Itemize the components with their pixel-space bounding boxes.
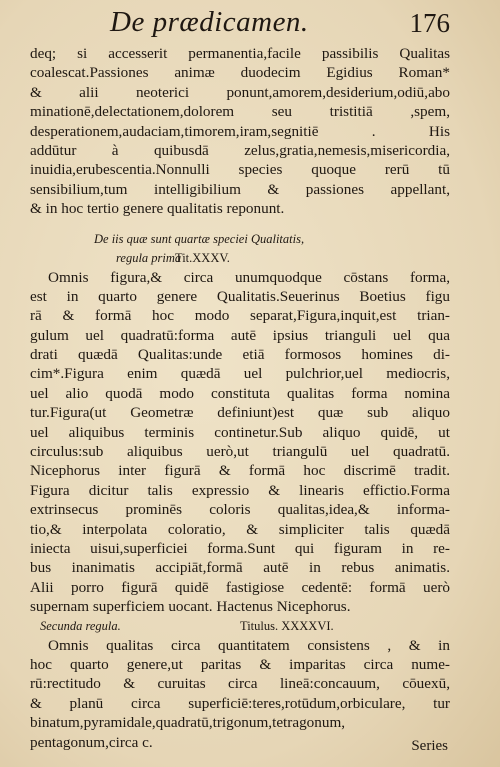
text-line: addūtur à quibusdā zelus,gratia,nemesis,misericordia, [30, 141, 450, 159]
text-line: tio,& interpolata coloratio, & simpliciter talis quædā [30, 520, 450, 538]
text-line: drati quædā Qualitas:unde etiā formosos homines di- [30, 346, 450, 364]
text-line: & planū circa superficiē:teres,rotūdum,orbiculare, tur [30, 694, 450, 712]
title-number: Tit.XXXV. [175, 250, 230, 265]
text-line: supernam superficiem uocant. Hactenus Nicephorus. [30, 598, 351, 616]
text-line: Figura dicitur talis expressio & linearis effictio.Forma [30, 481, 450, 499]
text-line: tur.Figura(ut Geometræ definiunt)est quæ sub aliquo [30, 404, 450, 422]
text-line: gulum uel quadratū:forma autē ipsius trianguli uel qua [30, 326, 450, 344]
rule-heading-prima [30, 249, 450, 268]
title-number: Titulus. XXXXVI. [240, 618, 334, 633]
text-line: Omnis figura,& circa unumquodque cōstans forma, [48, 268, 450, 286]
text-line: minationē,delectationem,dolorem seu tristitiā ,spem, [30, 103, 450, 121]
catchword: Series [411, 738, 448, 754]
text-line: circulus:sub aliquibus uerò,ut triangulū uel quadratū. [30, 443, 450, 461]
text-line: bus inanimatis accipiāt,formā autē in rebus animatis. [30, 559, 450, 577]
page-number: 176 [409, 8, 450, 38]
paragraph-passions [30, 44, 450, 219]
rule-label: regula prima [116, 250, 182, 265]
text-line: cim*.Figura enim quædā uel pulchrior,uel mediocris, [30, 365, 450, 383]
text-line: uel alio quodā modo constituta qualitas forma nomina [30, 384, 450, 402]
text-line: sensibilium,tum intelligibilium & passiones appellant, [30, 180, 450, 198]
section-heading-quarta-species: De iis quæ sunt quartæ speciei Qualitatis, [94, 231, 305, 246]
rule-label: Secunda regula. [40, 618, 121, 633]
text-line: iniecta uisui,superficiei forma.Sunt qui figuram in re- [30, 539, 450, 557]
text-line: & in hoc tertio genere qualitatis reponunt. [30, 200, 285, 218]
running-title: De prædicamen. [110, 6, 309, 38]
paragraph-quantitas [30, 636, 450, 752]
rule-heading-secunda [30, 617, 450, 636]
text-line: inuidia,erubescentia.Nonnulli species quoque rerū tū [30, 161, 450, 179]
text-line: binatum,pyramidale,quadratū,trigonum,tetragonum, [30, 714, 346, 732]
text-line: rū:rectitudo & curuitas circa lineā:concauum, cōuexū, [30, 675, 450, 693]
text-line: extrinsecus prominēs coloris qualitas,idea,& informa- [30, 501, 450, 519]
text-line: desperationem,audaciam,timorem,iram,segnitiē . His [30, 122, 450, 140]
page-header [110, 6, 450, 40]
text-line: uel aliquibus terminis continetur.Sub aliquo quidē, ut [30, 423, 450, 441]
text-line: pentagonum,circa c. [30, 733, 153, 751]
text-line: est in quarto genere Qualitatis.Seuerinus Boetius figu [30, 287, 450, 305]
body-text [30, 44, 450, 752]
text-line: coalescat.Passiones animæ duodecim Egidius Roman* [30, 64, 450, 82]
text-line: hoc quarto genere,ut paritas & imparitas circa nume- [30, 655, 450, 673]
text-line: Omnis qualitas circa quantitatem consistens , & in [48, 636, 450, 654]
text-line: deq; si accesserit permanentia,facile passibilis Qualitas [30, 45, 450, 62]
text-line: Nicephorus inter figurā & formā hoc discrimē tradit. [30, 462, 450, 480]
paragraph-figura [30, 268, 450, 617]
text-line: Alii porro figurā quidē fastigiose cedentē: formā uerò [30, 578, 450, 596]
text-line: & alii neoterici ponunt,amorem,desiderium,odiū,abo [30, 83, 450, 101]
text-line: rā & formā hoc modo separat,Figura,inquit,est trian- [30, 307, 450, 325]
